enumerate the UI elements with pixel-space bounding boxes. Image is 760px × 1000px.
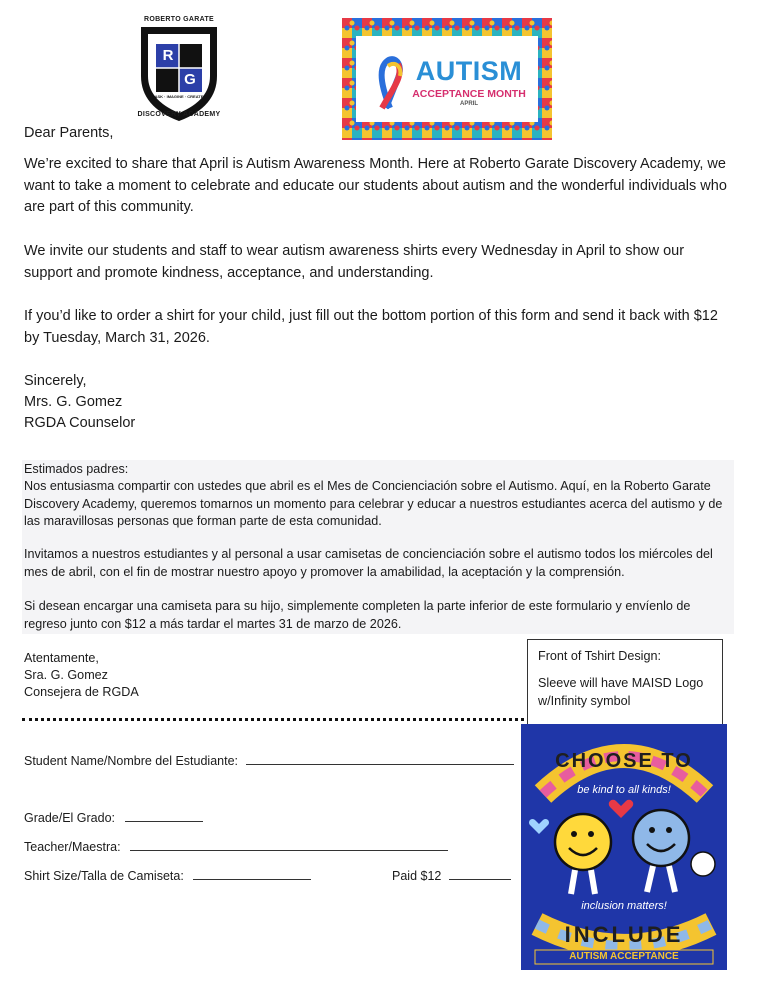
spanish-paragraph-1: Nos entusiasma compartir con ustedes que abril es el Mes de Concienciación sobre el Autismo. Aquí, en la Roberto Garate Discovery Academy, queremos tomarnos un momento para celebrar y educar a nuestros estudiantes acerca del autismo y de las maravillosas personas que forman parte de esta comunidad. — [24, 479, 723, 528]
grade-field[interactable] — [125, 809, 203, 822]
shirt-footer-text: AUTISM ACCEPTANCE — [569, 951, 679, 962]
student-name-field[interactable] — [246, 752, 514, 765]
grade-label-text: Grade/El Grado: — [24, 811, 116, 825]
closing: Sincerely, — [24, 373, 87, 389]
shirt-mid-text: inclusion matters! — [581, 900, 667, 912]
school-badge-icon — [691, 852, 715, 876]
sleeve-note: Sleeve will have MAISD Logo w/Infinity symbol — [538, 676, 704, 708]
student-name-label — [24, 752, 514, 768]
spanish-signer-name: Sra. G. Gomez — [24, 668, 108, 682]
tshirt-design-note-box — [527, 639, 723, 725]
banner-title: AUTISM — [415, 56, 523, 86]
logo-letter-r: R — [162, 47, 174, 64]
shirt-top-text: CHOOSE TO — [555, 750, 693, 772]
greeting: Dear Parents, — [24, 125, 114, 141]
blue-smiley-icon — [633, 810, 689, 866]
tshirt-design-image — [521, 724, 727, 970]
student-name-label-text: Student Name/Nombre del Estudiante: — [24, 754, 239, 768]
paid-field[interactable] — [449, 867, 511, 880]
english-paragraph-3: If you’d like to order a shirt for your child, just fill out the bottom portion of this form and send it back with $12 by Tuesday, March 31, 2026. — [24, 308, 718, 346]
logo-bottom-text: DISCOVERY ACADEMY — [137, 111, 221, 118]
spanish-paragraph-3: Si desean encargar una camiseta para su hijo, simplemente completen la parte inferior de este formulario y envíenlo de regreso junto con $12 a más tardar el martes 31 de marzo de 2026. — [24, 599, 691, 631]
shirt-bottom-text: INCLUDE — [564, 922, 684, 947]
logo-motto: ASK · IMAGINE · CREATE — [154, 94, 204, 99]
shirt-size-label-text: Shirt Size/Talla de Camiseta: — [24, 869, 184, 883]
heart-icon — [609, 800, 633, 818]
tshirt-design-heading: Front of Tshirt Design: — [538, 649, 661, 663]
school-logo — [134, 14, 224, 124]
shirt-size-label — [24, 867, 311, 883]
cut-line — [22, 718, 524, 721]
logo-letter-g: G — [184, 71, 196, 88]
autism-month-banner — [342, 18, 552, 140]
spanish-greeting: Estimados padres: — [24, 462, 129, 476]
grade-label — [24, 809, 203, 825]
logo-top-text: ROBERTO GARATE — [143, 16, 215, 23]
signer-title: RGDA Counselor — [24, 415, 136, 431]
teacher-label — [24, 838, 448, 854]
english-paragraph-2: We invite our students and staff to wear autism awareness shirts every Wednesday in April to show our support and promote kindness, acceptance, and understanding. — [24, 243, 685, 281]
shirt-arc-text: be kind to all kinds! — [577, 784, 671, 796]
spanish-signer-title: Consejera de RGDA — [24, 685, 139, 699]
shirt-size-field[interactable] — [193, 867, 311, 880]
paid-label — [392, 867, 511, 883]
teacher-label-text: Teacher/Maestra: — [24, 840, 121, 854]
banner-month: APRIL — [460, 101, 478, 107]
spanish-closing: Atentamente, — [24, 651, 99, 665]
yellow-smiley-icon — [555, 814, 611, 870]
english-paragraph-1: We’re excited to share that April is Autism Awareness Month. Here at Roberto Garate Discovery Academy, we want to take a moment to celebrate and educate our students about autism and the wonderful individuals who are part of this community. — [24, 156, 727, 215]
paid-label-text: Paid $12 — [392, 869, 442, 883]
teacher-field[interactable] — [130, 838, 448, 851]
banner-subtitle: ACCEPTANCE MONTH — [412, 88, 526, 100]
spanish-paragraph-2: Invitamos a nuestros estudiantes y al personal a usar camisetas de concienciación sobre el autismo todos los miércoles del mes de abril, con el fin de mostrar nuestro apoyo y promover la amabilidad, la aceptación y la comprensión. — [24, 547, 713, 579]
signer-name: Mrs. G. Gomez — [24, 394, 123, 410]
